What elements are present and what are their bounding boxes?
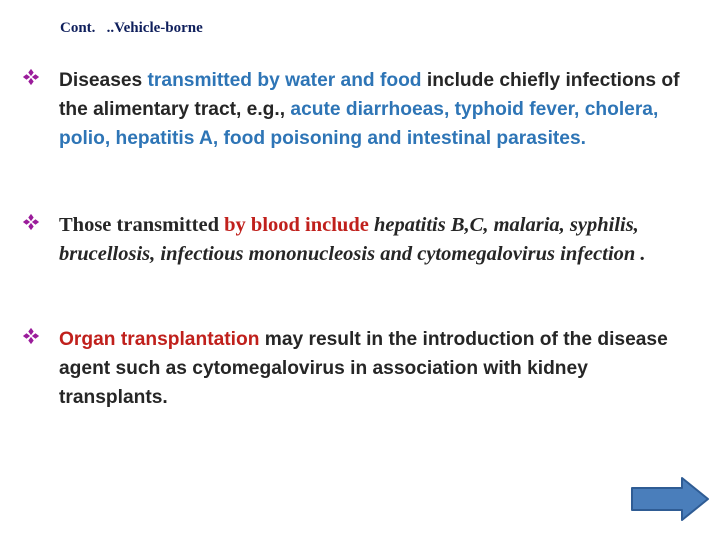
right-arrow-icon[interactable] — [632, 478, 708, 520]
bullet-text-segment: include chiefly infections of the alimentary tract, e.g., — [59, 70, 680, 120]
bullet-item-blood — [22, 211, 702, 269]
bullet-text-segment: may result in the introduction of the disease agent such as cytomegalovirus in association with kidney transplants. — [59, 329, 668, 408]
highlight-disease-list: acute diarrhoeas, typhoid fever, cholera, polio, hepatitis A, food poisoning and intestinal parasites. — [59, 99, 659, 149]
bullet-item-organ-transplant — [22, 325, 702, 412]
bullet-text-segment: Diseases — [59, 70, 148, 91]
diamond-clover-bullet-icon — [22, 68, 40, 86]
diamond-clover-bullet-icon — [22, 213, 40, 231]
highlight-organ-transplantation: Organ transplantation — [59, 329, 260, 350]
bullet-text — [59, 325, 699, 412]
bullet-text-segment: Those transmitted — [59, 214, 225, 236]
highlight-blood: by blood include — [224, 214, 369, 236]
diamond-clover-bullet-icon — [22, 327, 40, 345]
bullet-text — [59, 211, 699, 269]
bullet-text — [59, 66, 699, 153]
bullet-item-water-food — [22, 66, 702, 153]
next-slide-button[interactable] — [630, 476, 710, 522]
slide-title: Cont. ..Vehicle-borne — [60, 20, 203, 36]
bullet-text-italic-list: hepatitis B,C, malaria, syphilis, brucellosis, infectious mononucleosis and cytomegalovirus infection . — [59, 214, 646, 265]
highlight-water-food: transmitted by water and food — [147, 70, 422, 91]
